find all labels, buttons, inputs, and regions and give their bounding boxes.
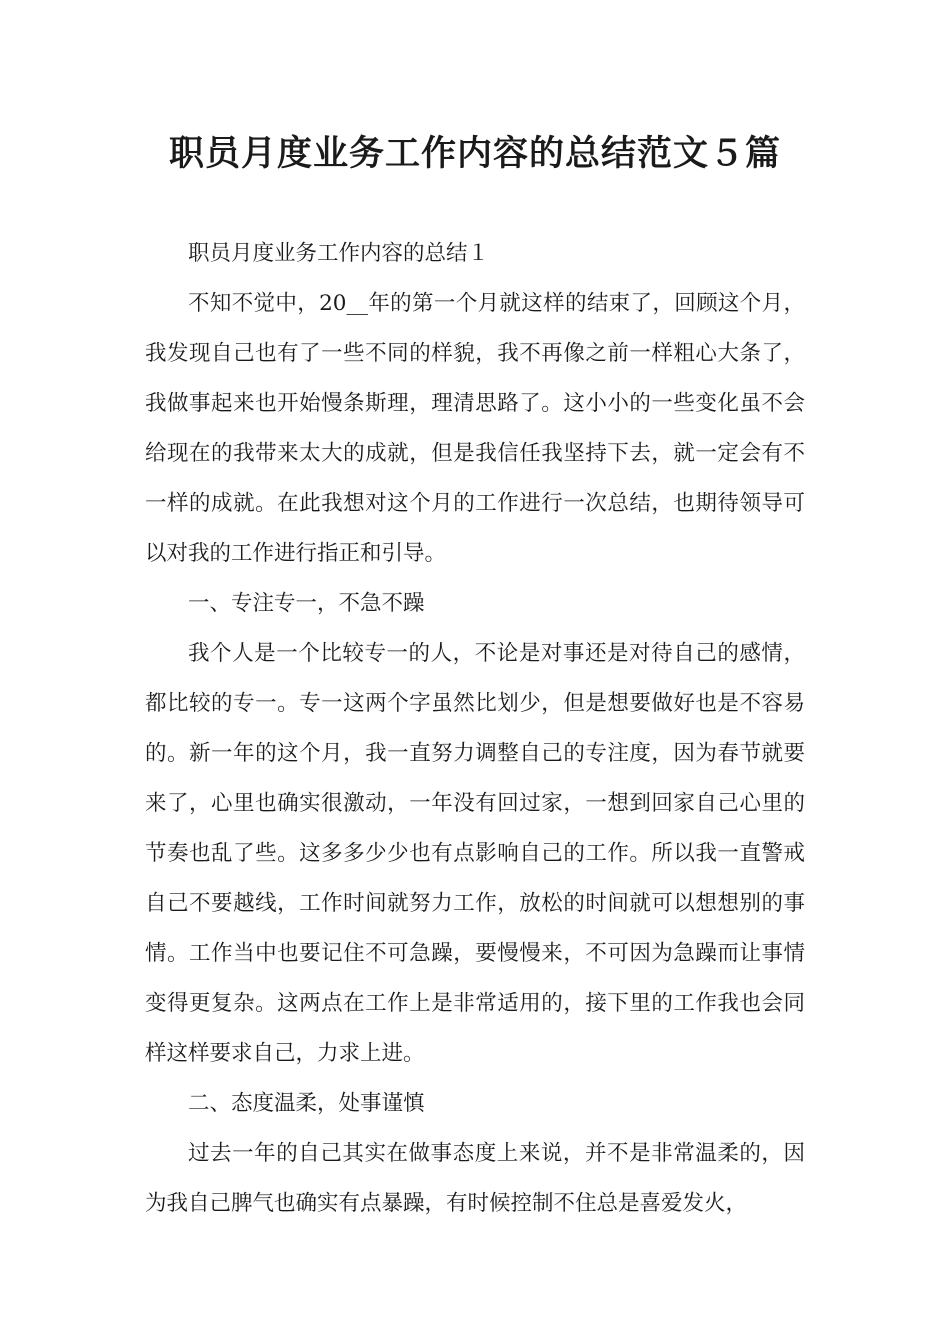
subsection-heading: 一、专注专一，不急不躁 xyxy=(188,591,425,616)
subsection-heading: 二、态度温柔，处事谨慎 xyxy=(188,1091,425,1116)
paragraph: 过去一年的自己其实在做事态度上来说，并不是非常温柔的，因为我自己脾气也确实有点暴躁，有时候控制不住总是喜爱发火， xyxy=(145,1141,805,1216)
section-heading: 职员月度业务工作内容的总结１ xyxy=(188,241,490,266)
document-title: 职员月度业务工作内容的总结范文５篇 xyxy=(168,134,781,174)
paragraph: 我个人是一个比较专一的人，不论是对事还是对待自己的感情，都比较的专一。专一这两个字虽然比划少，但是想要做好也是不容易的。新一年的这个月，我一直努力调整自己的专注度，因为春节就要来了，心里也确实很激动，一年没有回过家，一想到回家自己心里的节奏也乱了些。这多多少少也有点影响自己的工作。所以我一直警戒自己不要越线，工作时间就努力工作，放松的时间就可以想想别的事情。工作当中也要记住不可急躁，要慢慢来，不可因为急躁而让事情变得更复杂。这两点在工作上是非常适用的，接下里的工作我也会同样这样要求自己，力求上进。 xyxy=(145,641,805,1066)
document-body xyxy=(145,229,805,1229)
paragraph: 不知不觉中，20__年的第一个月就这样的结束了，回顾这个月，我发现自己也有了一些不同的样貌，我不再像之前一样粗心大条了，我做事起来也开始慢条斯理，理清思路了。这小小的一些变化虽不会给现在的我带来太大的成就，但是我信任我坚持下去，就一定会有不一样的成就。在此我想对这个月的工作进行一次总结，也期待领导可以对我的工作进行指正和引导。 xyxy=(145,291,805,566)
